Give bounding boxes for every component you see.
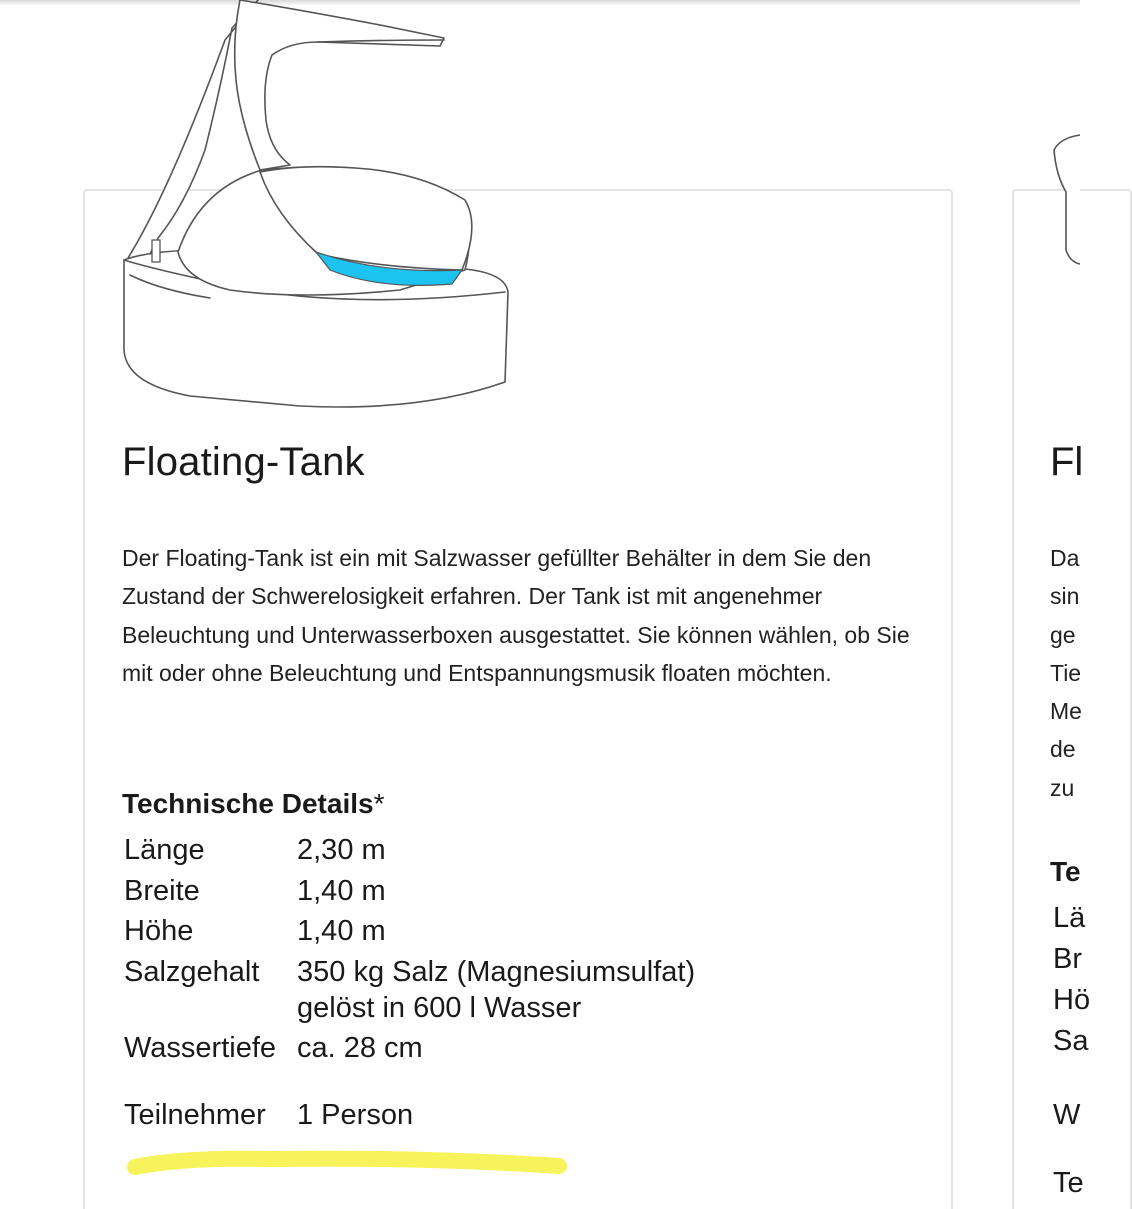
spec-label: Teilnehmer [124, 1099, 266, 1131]
technical-details-heading-text: Technische Details [122, 788, 374, 819]
spec-label: Länge [124, 834, 205, 866]
next-spec-label: Lä [1053, 902, 1086, 934]
card-description: Der Floating-Tank ist ein mit Salzwasser gefüllter Behälter in dem Sie den Zustand der Schwerelosigkeit erfahren. Der Tank ist mit angenehmer Beleuchtung und Unterwasserboxen ausgestattet. Sie können wählen, ob Sie mit oder ohne Beleuchtung und Entspannungsmusik floaten möchten. [122, 545, 910, 686]
spec-value: 350 kg Salz (Magnesiumsulfat) [297, 956, 696, 988]
next-desc-line: sin [1050, 583, 1080, 610]
next-desc-line: Tie [1050, 659, 1082, 686]
next-card-title: Fl [1050, 440, 1084, 484]
technical-details-asterisk: * [373, 788, 385, 819]
next-spec-label: Br [1053, 943, 1082, 975]
next-card-details-heading: Te [1050, 856, 1081, 887]
spec-label: Wassertiefe [124, 1032, 277, 1064]
spec-label: Höhe [124, 915, 194, 947]
next-card-description [1050, 539, 1080, 807]
next-desc-line: zu [1050, 774, 1075, 801]
spec-value: 1,40 m [297, 875, 386, 907]
next-product-illustration [1040, 120, 1100, 280]
next-spec-label: Hö [1053, 984, 1091, 1016]
next-desc-line: Me [1050, 698, 1082, 725]
next-spec-label: W [1053, 1099, 1081, 1131]
spec-value: 1 Person [297, 1099, 414, 1131]
next-desc-line: ge [1050, 621, 1076, 648]
floating-tank-illustration [105, 0, 565, 420]
next-spec-label: Te [1053, 1167, 1084, 1199]
next-spec-label: Sa [1053, 1025, 1089, 1057]
spec-value: ca. 28 cm [297, 1032, 423, 1064]
spec-value: 1,40 m [297, 915, 386, 947]
spec-label: Breite [124, 875, 200, 907]
spec-label: Salzgehalt [124, 956, 260, 988]
next-desc-line: de [1050, 736, 1076, 763]
highlighter-annotation [125, 1150, 575, 1180]
card-title: Floating-Tank [122, 440, 365, 484]
technical-details-heading [122, 788, 384, 820]
spec-value: 2,30 m [297, 834, 386, 866]
next-desc-line: Da [1050, 545, 1080, 571]
spec-value-line2: gelöst in 600 l Wasser [297, 992, 582, 1024]
